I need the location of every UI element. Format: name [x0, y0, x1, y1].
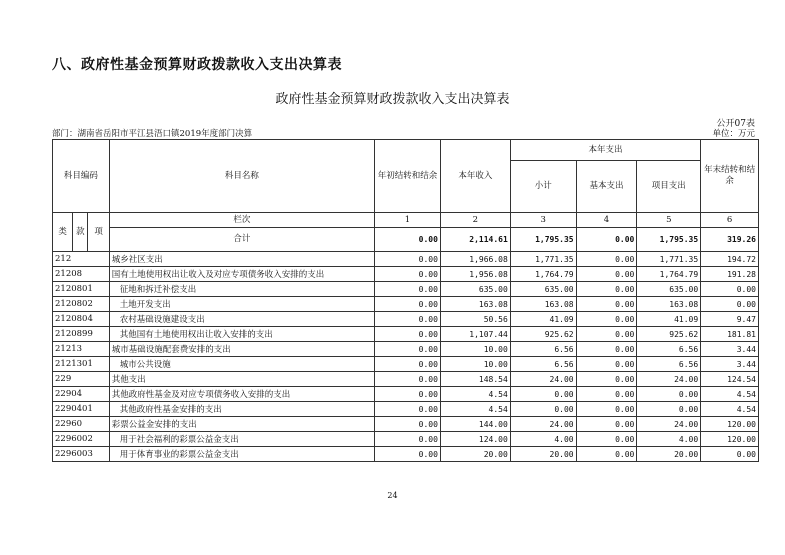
table-code: 公开07表	[716, 119, 755, 129]
total-label: 合计	[109, 228, 374, 252]
table-row	[53, 372, 759, 387]
row-end: 120.00	[701, 432, 759, 447]
table-row	[53, 327, 759, 342]
table-body	[53, 252, 759, 462]
row-name: 土地开发支出	[109, 297, 374, 312]
row-end: 124.54	[701, 372, 759, 387]
row-basic: 0.00	[576, 252, 637, 267]
row-income: 10.00	[440, 357, 510, 372]
row-code: 21213	[53, 342, 110, 357]
row-code: 2120804	[53, 312, 110, 327]
row-project: 0.00	[637, 402, 701, 417]
header-income: 本年收入	[440, 140, 510, 213]
row-code: 2296002	[53, 432, 110, 447]
table-row	[53, 297, 759, 312]
row-begin: 0.00	[375, 282, 441, 297]
total-end: 319.26	[701, 228, 759, 252]
row-basic: 0.00	[576, 342, 637, 357]
row-begin: 0.00	[375, 432, 441, 447]
row-begin: 0.00	[375, 447, 441, 462]
row-income: 50.56	[440, 312, 510, 327]
row-basic: 0.00	[576, 297, 637, 312]
row-project: 24.00	[637, 372, 701, 387]
col-index: 3	[510, 213, 576, 228]
row-begin: 0.00	[375, 417, 441, 432]
page-number: 24	[387, 491, 398, 500]
col-index: 1	[375, 213, 441, 228]
row-income: 1,956.08	[440, 267, 510, 282]
row-project: 24.00	[637, 417, 701, 432]
header-expense-group: 本年支出	[510, 140, 700, 161]
row-code: 2120899	[53, 327, 110, 342]
row-subtotal: 925.62	[510, 327, 576, 342]
row-begin: 0.00	[375, 372, 441, 387]
table-row	[53, 402, 759, 417]
table-row	[53, 387, 759, 402]
row-project: 1,771.35	[637, 252, 701, 267]
row-subtotal: 0.00	[510, 387, 576, 402]
row-code: 2296003	[53, 447, 110, 462]
section-title: 八、政府性基金预算财政拨款收入支出决算表	[52, 57, 342, 73]
row-code: 22960	[53, 417, 110, 432]
table-row	[53, 447, 759, 462]
row-income: 144.00	[440, 417, 510, 432]
row-code: 2121301	[53, 357, 110, 372]
row-basic: 0.00	[576, 267, 637, 282]
row-name: 其他支出	[109, 372, 374, 387]
row-end: 3.44	[701, 357, 759, 372]
row-income: 10.00	[440, 342, 510, 357]
row-begin: 0.00	[375, 327, 441, 342]
row-end: 0.00	[701, 297, 759, 312]
row-code: 2290401	[53, 402, 110, 417]
header-kuan: 款	[73, 213, 88, 252]
header-subtotal: 小计	[510, 161, 576, 213]
row-project: 635.00	[637, 282, 701, 297]
row-project: 20.00	[637, 447, 701, 462]
row-income: 635.00	[440, 282, 510, 297]
header-xiang: 项	[88, 213, 109, 252]
row-income: 124.00	[440, 432, 510, 447]
row-project: 6.56	[637, 357, 701, 372]
row-name: 其他政府性基金及对应专项债务收入安排的支出	[109, 387, 374, 402]
table-row	[53, 357, 759, 372]
row-subtotal: 24.00	[510, 417, 576, 432]
row-name: 征地和拆迁补偿支出	[109, 282, 374, 297]
header-begin-balance: 年初结转和结余	[375, 140, 441, 213]
row-income: 148.54	[440, 372, 510, 387]
row-begin: 0.00	[375, 387, 441, 402]
row-end: 0.00	[701, 282, 759, 297]
table-row	[53, 432, 759, 447]
row-subtotal: 1,771.35	[510, 252, 576, 267]
table-row	[53, 267, 759, 282]
row-income: 1,107.44	[440, 327, 510, 342]
row-income: 4.54	[440, 402, 510, 417]
row-code: 2120801	[53, 282, 110, 297]
row-begin: 0.00	[375, 267, 441, 282]
unit-label: 单位：万元	[712, 129, 755, 139]
row-income: 20.00	[440, 447, 510, 462]
row-begin: 0.00	[375, 252, 441, 267]
row-name: 国有土地使用权出让收入及对应专项债务收入安排的支出	[109, 267, 374, 282]
row-project: 1,764.79	[637, 267, 701, 282]
document-title: 政府性基金预算财政拨款收入支出决算表	[275, 92, 510, 107]
row-subtotal: 24.00	[510, 372, 576, 387]
header-lanci: 栏次	[109, 213, 374, 228]
row-project: 925.62	[637, 327, 701, 342]
header-basic: 基本支出	[576, 161, 637, 213]
header-subject-code: 科目编码	[53, 140, 110, 213]
header-lei: 类	[53, 213, 73, 252]
row-basic: 0.00	[576, 387, 637, 402]
row-income: 4.54	[440, 387, 510, 402]
row-begin: 0.00	[375, 357, 441, 372]
row-subtotal: 163.08	[510, 297, 576, 312]
row-end: 4.54	[701, 402, 759, 417]
row-subtotal: 41.09	[510, 312, 576, 327]
row-project: 41.09	[637, 312, 701, 327]
row-basic: 0.00	[576, 402, 637, 417]
total-begin: 0.00	[375, 228, 441, 252]
row-subtotal: 6.56	[510, 342, 576, 357]
row-end: 3.44	[701, 342, 759, 357]
row-end: 4.54	[701, 387, 759, 402]
table-row	[53, 342, 759, 357]
row-name: 彩票公益金安排的支出	[109, 417, 374, 432]
row-subtotal: 635.00	[510, 282, 576, 297]
col-index: 6	[701, 213, 759, 228]
row-name: 城市基础设施配套费安排的支出	[109, 342, 374, 357]
row-basic: 0.00	[576, 312, 637, 327]
row-basic: 0.00	[576, 282, 637, 297]
row-code: 21208	[53, 267, 110, 282]
table-row	[53, 417, 759, 432]
total-row	[53, 228, 759, 252]
department-label: 部门：湖南省岳阳市平江县浯口镇2019年度部门决算	[52, 129, 253, 139]
header-end-balance: 年末结转和结余	[701, 140, 759, 213]
row-begin: 0.00	[375, 312, 441, 327]
row-basic: 0.00	[576, 447, 637, 462]
budget-table	[52, 139, 759, 462]
row-basic: 0.00	[576, 417, 637, 432]
row-income: 163.08	[440, 297, 510, 312]
row-subtotal: 4.00	[510, 432, 576, 447]
row-name: 城乡社区支出	[109, 252, 374, 267]
row-end: 191.28	[701, 267, 759, 282]
row-begin: 0.00	[375, 402, 441, 417]
row-name: 用于社会福利的彩票公益金支出	[109, 432, 374, 447]
row-end: 0.00	[701, 447, 759, 462]
row-project: 163.08	[637, 297, 701, 312]
row-subtotal: 0.00	[510, 402, 576, 417]
row-code: 229	[53, 372, 110, 387]
table-row	[53, 282, 759, 297]
col-index: 4	[576, 213, 637, 228]
header-subject-name: 科目名称	[109, 140, 374, 213]
row-end: 120.00	[701, 417, 759, 432]
col-index: 5	[637, 213, 701, 228]
row-income: 1,966.08	[440, 252, 510, 267]
row-name: 其他政府性基金安排的支出	[109, 402, 374, 417]
row-project: 6.56	[637, 342, 701, 357]
row-subtotal: 1,764.79	[510, 267, 576, 282]
header-project: 项目支出	[637, 161, 701, 213]
row-code: 22904	[53, 387, 110, 402]
total-subtotal: 1,795.35	[510, 228, 576, 252]
row-name: 农村基础设施建设支出	[109, 312, 374, 327]
table-row	[53, 252, 759, 267]
row-basic: 0.00	[576, 327, 637, 342]
row-code: 212	[53, 252, 110, 267]
row-begin: 0.00	[375, 297, 441, 312]
row-name: 其他国有土地使用权出让收入安排的支出	[109, 327, 374, 342]
row-end: 181.81	[701, 327, 759, 342]
row-basic: 0.00	[576, 372, 637, 387]
row-name: 城市公共设施	[109, 357, 374, 372]
row-subtotal: 20.00	[510, 447, 576, 462]
row-code: 2120802	[53, 297, 110, 312]
row-end: 9.47	[701, 312, 759, 327]
col-index: 2	[440, 213, 510, 228]
table-row	[53, 312, 759, 327]
total-basic: 0.00	[576, 228, 637, 252]
row-project: 0.00	[637, 387, 701, 402]
row-name: 用于体育事业的彩票公益金支出	[109, 447, 374, 462]
row-end: 194.72	[701, 252, 759, 267]
row-basic: 0.00	[576, 357, 637, 372]
row-begin: 0.00	[375, 342, 441, 357]
total-project: 1,795.35	[637, 228, 701, 252]
total-income: 2,114.61	[440, 228, 510, 252]
row-project: 4.00	[637, 432, 701, 447]
row-basic: 0.00	[576, 432, 637, 447]
row-subtotal: 6.56	[510, 357, 576, 372]
